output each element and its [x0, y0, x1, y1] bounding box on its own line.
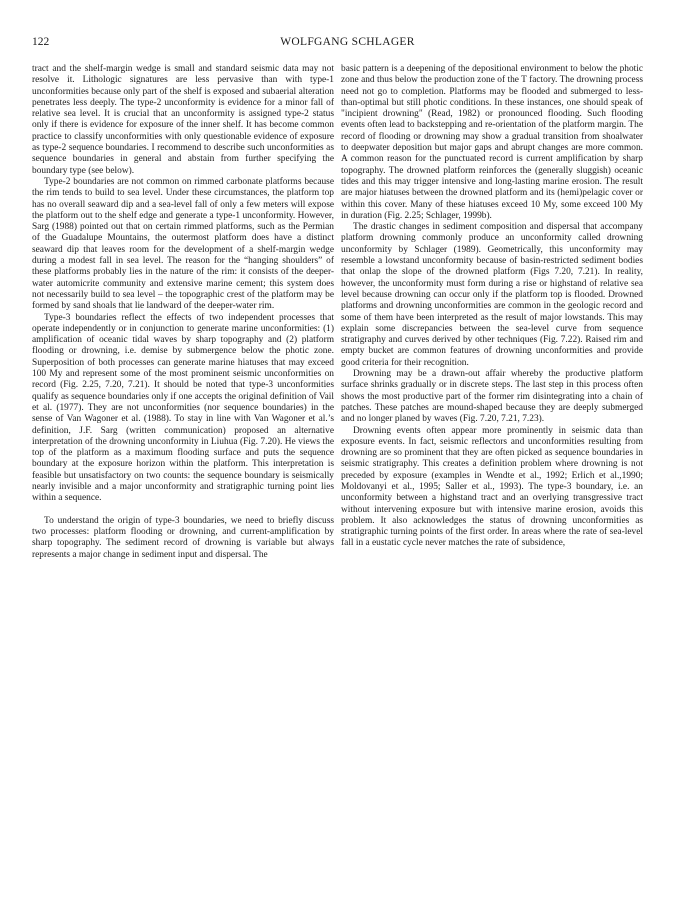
paragraph: Type-2 boundaries are not common on rimmed carbonate platforms because the rim tends to build to sea level. Under these circumstances, the platform top has no overall seaward dip and a sea-level fall of only a few meters will expose the platform out to the shelf edge and generate a type-1 unconformity. However, Sarg (1988) pointed out that on certain rimmed platforms, such as the Permian of the Guadalupe Mountains, the outermost platform does have a distinct seaward dip that leaves room for the development of a shelf-margin wedge during a modest fall in sea level. The reason for the “hanging shoulders” of these platforms probably lies in the nature of the rim: it consists of the deeper-water automicrite community and extensive marine cement; this system does not necessarily build to sea level – the topographic crest of the platform may be formed by sand shoals that lie landward of the deeper-water rim. — [32, 176, 334, 312]
paragraph: To understand the origin of type-3 boundaries, we need to briefly discuss two processes: platform flooding or drowning, and current-amplification by sharp topography. The sediment record of drowning is variable but always represents a major change in sediment input and dispersal. The — [32, 515, 334, 560]
paragraph: Drowning may be a drawn-out affair whereby the productive platform surface shrinks gradually or in discrete steps. The last step in this process often shows the most productive part of the former rim disintegrating into a chain of patches. These patches are mound-shaped because they are deeply submerged and no longer planed by waves (Fig. 7.20, 7.21, 7.23). — [341, 369, 643, 425]
running-head: WOLFGANG SCHLAGER — [280, 36, 415, 48]
page-number: 122 — [32, 36, 50, 48]
paragraph: tract and the shelf-margin wedge is small and standard seismic data may not resolve it. Lithologic signatures are less pervasive than with type-1 unconformities because only part of the shelf is exposed and subaerial alteration penetrates less deeply. The type-2 unconformity is evidence for a minor fall of relative sea level. It is crucial that an unconformity is assigned type-2 status only if there is evidence for exposure of the inner shelf. It has become common practice to classify unconformities with only questionable evidence of exposure as type-2 sequence boundaries. I recommend to describe such unconformities as sequence boundaries in general and abstain from further specifying the boundary type (see below). — [32, 64, 334, 176]
paragraph: basic pattern is a deepening of the depositional environment to below the photic zone and thus below the production zone of the T factory. The drowning process need not go to completion. Platforms may be flooded and submerged to less-than-optimal but still photic conditions. In these instances, one should speak of "incipient drowning" (Read, 1982) or pronounced flooding. Such flooding events often lead to backstepping and re-orientation of the platform margin. The record of flooding or drowning may show a gradual transition from shoalwater to deepwater deposition but major gaps and abrupt changes are more common. A common reason for the punctuated record is current amplification by sharp topography. The drowned platform reinforces the (generally sluggish) oceanic tides and this may trigger intensive and long-lasting marine erosion. The result are major hiatuses between the drowned platform and its (hemi)pelagic cover or within this cover. Many of these hiatuses exceed 10 My, some exceed 100 My in duration (Fig. 2.25; Schlager, 1999b). — [341, 64, 643, 221]
left-column — [32, 64, 334, 561]
paragraph: The drastic changes in sediment composition and dispersal that accompany platform drowning commonly produce an unconformity called drowning unconformity by Schlager (1989). Geometrically, this unconformity may resemble a lowstand unconformity because of basin-restricted sediment bodies that onlap the slope of the drowned platform (Figs 7.20, 7.21). In reality, however, the unconformity must form during a rise or highstand of relative sea level because drowning can occur only if the platform top is flooded. Drowned platforms and drowning unconformities are common in the geologic record and some of them have been interpreted as the result of major lowstands. This may explain some discrepancies between the sea-level curve from sequence stratigraphy and curves derived by other techniques (Fig. 7.22). Raised rim and empty bucket are common features of drowning unconformities and provide good criteria for their recognition. — [341, 222, 643, 368]
paragraph: Drowning events often appear more prominently in seismic data than exposure events. In fact, seismic reflectors and unconformities resulting from drowning are so prominent that they are often picked as sequence boundaries in seismic stratigraphy. This creates a definition problem where drowning is not preceded by exposure (examples in Wendte et al., 1992; Erlich et al.,1990; Moldovanyi et al., 1995; Saller et al., 1993). The type-3 boundary, i.e. an unconformity between a highstand tract and an overlying transgressive tract without intervening exposure but with intensive marine erosion, avoids this problem. It also acknowledges the status of drowning unconformities as stratigraphic turning points of the first order. In areas where the rate of sea-level fall in a eustatic cycle never matches the rate of subsidence, — [341, 425, 643, 549]
paragraph: Type-3 boundaries reflect the effects of two independent processes that operate independently or in conjunction to generate marine unconformities: (1) amplification of oceanic tidal waves by sharp topography and (2) platform flooding or drowning, i.e. demise by submergence below the photic zone. Superposition of both processes can generate marine hiatuses that may exceed 100 My and represent some of the most prominent seismic unconformities on record (Fig. 2.25, 7.20, 7.21). It should be noted that type-3 unconformities qualify as sequence boundaries only if one accepts the original definition of Vail et al. (1977). They are not unconformities (nor sequence boundaries) in the sense of Van Wagoner et al. (1988). To stay in line with Van Wagoner et al.’s definition, J.F. Sarg (written communication) proposed an alternative interpretation of the drowning unconformity in Liuhua (Fig. 7.20). He views the top of the platform as a maximum flooding surface and puts the sequence boundary at the exposure horizon within the platform. This interpretation is feasible but unsatisfactory on two counts: the sequence boundary is seismically nearly invisible and a major unconformity and stratigraphic turning point lies within a sequence. — [32, 312, 334, 504]
page-header — [32, 36, 663, 52]
right-column — [341, 64, 643, 550]
